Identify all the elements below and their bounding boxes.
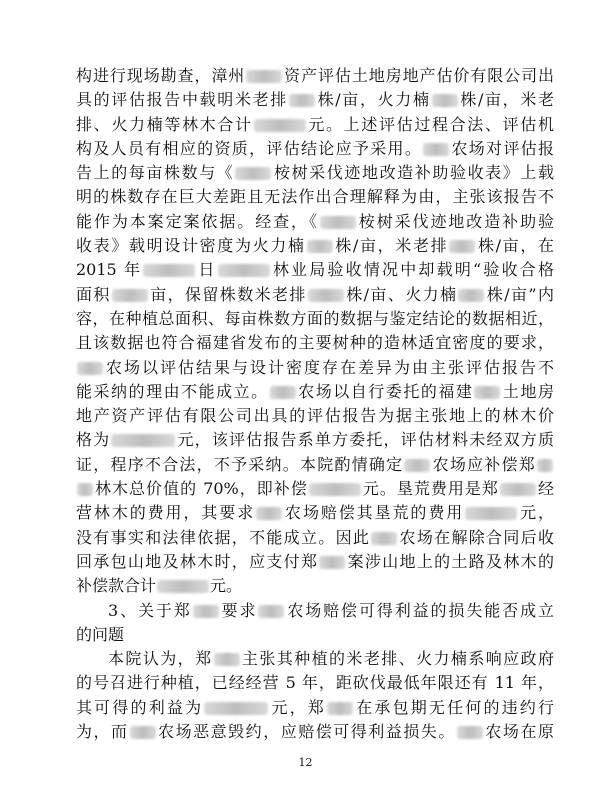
redaction-mark [270, 386, 296, 399]
redaction-mark [218, 264, 270, 277]
redaction-mark [309, 483, 361, 496]
text-line: 为，而 农场恶意毁约，应赔偿可得利益损失。 农场在原 [76, 722, 554, 742]
text-line: 其可得的利益为 元，郑 在承包期无任何的违约行 [76, 697, 554, 717]
text-line: 的号召进行种植，已经经营 5 年，距砍伐最低年限还有 11 年， [76, 673, 554, 693]
redaction-mark [256, 507, 282, 520]
redaction-mark [458, 289, 484, 302]
redaction-mark [77, 362, 103, 375]
redaction-mark [130, 726, 156, 739]
text-line: 构进行现场勘查，漳州 资产评估土地房地产估价有限公司出 [76, 66, 554, 85]
section-heading-line: 的问题 [76, 624, 125, 644]
text-line: 没有事实和法律依据，不能成立。因此 农场在解除合同后收 [76, 527, 554, 547]
redaction-mark [319, 556, 345, 569]
text-line: 容，在种植总面积、每亩株数方面的数据与鉴定结论的数据相近， [76, 308, 554, 328]
redaction-mark [432, 94, 458, 107]
text-line: 格为 元，该评估报告系单方委托，评估材料未经双方质 [76, 430, 554, 450]
redaction-mark [500, 483, 536, 496]
text-line: 明的株数存在巨大差距且无法作出合理解释为由，主张该报告不 [76, 187, 554, 207]
redaction-mark [307, 240, 333, 253]
redaction-mark [235, 167, 271, 180]
text-line: 本院认为，郑 主张其种植的米老排、火力楠系响应政府 [108, 649, 554, 669]
redaction-mark [404, 459, 430, 472]
redaction-mark [474, 386, 500, 399]
text-line: 收表》载明设计密度为火力楠 株/亩，米老排 株/亩，在 [76, 236, 554, 256]
text-line: 具的评估报告中载明米老排 株/亩，火力楠 株/亩，米老 [76, 90, 554, 110]
redaction-mark [320, 216, 356, 229]
text-line: 林木总价值的 70%，即补偿 元。垦荒费用是郑 经 [76, 477, 554, 501]
text-line: 构及人员有相应的资质，评估结论应予采用。 农场对评估报 [76, 138, 554, 158]
redaction-mark [143, 264, 195, 277]
text-line: 且该数据也符合福建省发布的主要树种的造林适宜密度的要求， [76, 333, 554, 353]
text-line: 证，程序不合法，不予采纳。本院酌情确定 农场应补偿郑 [76, 453, 554, 477]
redaction-mark [371, 532, 397, 545]
redaction-mark [449, 240, 475, 253]
redaction-mark [308, 289, 344, 302]
redaction-mark [289, 94, 315, 107]
text-line: 回承包山地及林木时，应支付郑 案涉山地上的土路及林木的 [76, 551, 554, 571]
text-line: 2015 年 日 林业局验收情况中却载明“验收合格 [76, 260, 554, 280]
redaction-mark [423, 143, 449, 156]
page-number: 12 [298, 756, 313, 769]
redaction-mark [77, 483, 93, 496]
redaction-mark [465, 507, 517, 520]
text-line: 能作为本案定案依据。经查，《 桉树采伐迹地改造补助验 [76, 211, 554, 231]
redaction-mark [246, 70, 282, 83]
text-line: 告上的每亩株数与《 桉树采伐迹地改造补助验收表》上载 [76, 163, 554, 183]
redaction-mark [157, 580, 209, 593]
body-text [76, 64, 554, 744]
redaction-mark [537, 459, 553, 472]
redaction-mark [457, 726, 483, 739]
text-line: 能采纳的理由不能成立。 农场以自行委托的福建 土地房 [76, 381, 554, 401]
text-line: 面积 亩，保留株数米老排 株/亩、火力楠 株/亩”内 [76, 284, 554, 304]
text-line: 补偿款合计 元。 [76, 576, 243, 596]
redaction-mark [258, 605, 284, 618]
redaction-mark [254, 119, 306, 132]
redaction-mark [193, 605, 219, 618]
redaction-mark [112, 289, 148, 302]
section-heading-line: 3、关于郑 要求 农场赔偿可得利益的损失能否成立 [108, 600, 554, 620]
text-line: 营林木的费用，其要求 农场赔偿其垦荒的费用 元， [76, 503, 554, 523]
redaction-mark [327, 702, 353, 715]
redaction-mark [214, 653, 240, 666]
redaction-mark [204, 702, 268, 715]
text-line: 农场以评估结果与设计密度存在差异为由主张评估报告不 [76, 356, 554, 380]
text-line: 排、火力楠等林木合计 元。上述评估过程合法、评估机 [76, 114, 554, 134]
text-line: 地产资产评估有限公司出具的评估报告为据主张地上的林木价 [76, 406, 554, 426]
redaction-mark [111, 434, 175, 447]
